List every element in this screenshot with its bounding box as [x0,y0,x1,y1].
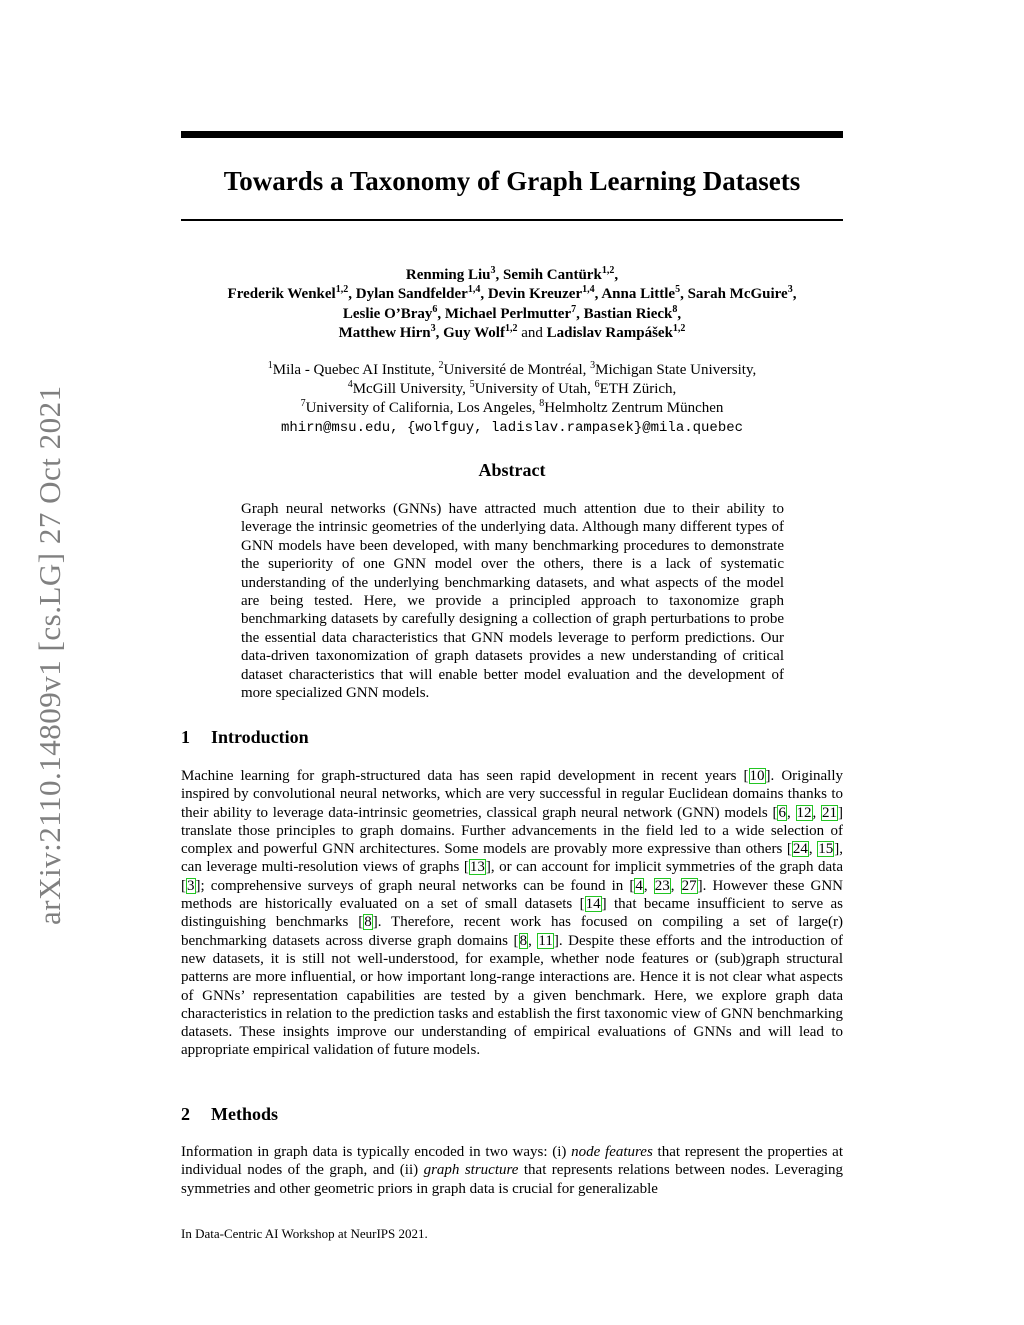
abstract-text: Graph neural networks (GNNs) have attracted much attention due to their ability to leverage the intrinsic geometries of the underlying data. Although many different types of GNN models have been developed, with many benchmarking procedures to demonstrate the superiority of one GNN model over the others, there is a lack of systematic understanding of the underlying benchmarking datasets, and what aspects of the model are being tested. Here, we provide a principled approach to taxonomize graph benchmarking datasets by carefully designing a collection of graph perturbations to probe the essential data characteristics that GNN models leverage to perform predictions. Our data-driven taxonomization of graph datasets provides a new understanding of critical dataset characteristics that will enable better model evaluation and the development of more specialized GNN models. [241,501,784,702]
section-title: Methods [211,1104,278,1124]
citation-link[interactable]: 21 [822,804,838,821]
author: Dylan Sandfelder [355,286,468,303]
title-rule-bottom [181,219,843,221]
venue-footnote: In Data-Centric AI Workshop at NeurIPS 2021. [181,1226,428,1241]
author-list: Renming Liu$^3$, Semih Cantürk$^{1,2}$, Frederik Wenkel$^{1,2}$, Dylan Sandfelder$^{1,4}$, Devin Kreuzer$^{1,4}$, Anna Little$^5$, Sarah McGuire$^3$, Leslie O’Bray$^6$, Michael Perlmutter$^7$, Bastian Rieck$^8$, Matthew Hirn$^3$, Guy Wolf$^{1,2}$ and Ladislav Rampášek$^{1,2}$ [227,265,797,341]
citation-link[interactable]: 12 [796,804,812,821]
section-heading-introduction [181,725,843,749]
emphasis-term: graph structure [423,1162,519,1179]
section-number: 1 [181,727,190,747]
paper-title: Towards a Taxonomy of Graph Learning Datasets [223,166,801,196]
citation-link[interactable]: 11 [538,932,553,949]
methods-paragraph: Information in graph data is typically encoded in two ways: (i) node features that represent the properties at individual nodes of the graph, and (ii) graph structure that represents relations between nodes. Leveraging symmetries and other geometric priors in graph data is crucial for generalizable [181,1144,844,1197]
author: Ladislav Rampášek [546,324,673,341]
affiliation: University of Utah, [474,381,591,397]
author: Michael Perlmutter [444,305,572,322]
arxiv-identifier: arXiv:2110.14809v1 [cs.LG] 27 Oct 2021 [32,385,67,925]
section-heading-methods [181,1102,843,1126]
author: Frederik Wenkel [227,286,336,303]
citation-link[interactable]: 23 [654,877,670,894]
section-number: 2 [181,1104,190,1124]
author: Semih Cantürk [503,267,602,283]
citation-link[interactable]: 24 [792,841,808,858]
citation-link[interactable]: 8 [519,932,528,949]
citation-link[interactable]: 4 [635,877,643,894]
author: Matthew Hirn [338,324,431,341]
citation-link[interactable]: 8 [364,914,372,931]
citation-link[interactable]: 13 [469,859,485,876]
affiliation: Helmholtz Zentrum München [544,400,724,416]
author-conjunction: and [521,324,543,341]
affiliation: McGill University, [352,381,466,397]
author: Bastian Rieck [583,305,673,322]
affiliations: $^1$Mila - Quebec AI Institute, $^2$Université de Montréal, $^3$Michigan State University, $^4$McGill University, $^5$University of Utah, $^6$ETH Zürich, $^7$University of California, Los Angeles, $^8$Helmholtz Zentrum München mhirn@msu.edu, {wolfguy, ladislav.rampasek}@mila.quebec [267,360,757,436]
title-rule-top [181,131,843,138]
citation-link[interactable]: 27 [681,877,697,894]
section-title: Introduction [211,727,309,747]
citation-link[interactable]: 10 [749,768,765,784]
author: Devin Kreuzer [487,286,583,303]
citation-link[interactable]: 14 [585,896,601,913]
affiliation: ETH Zürich, [599,381,677,397]
author: Leslie O’Bray [342,305,433,322]
introduction-paragraph: Machine learning for graph-structured data has seen rapid development in recent years [10]. Originally inspired by convolutional neural networks, which are very successful in regular Euclidean domains thanks to their ability to leverage data-intrinsic geometries, classical graph neural network (GNN) models [6, 12, 21] translate those principles to graph domains. Further advancements in the field led to a wide selection of complex and powerful GNN architectures. Some models are provably more expressive than others [24, 15], can leverage multi-resolution views of graphs [13], or can account for implicit symmetries of the graph data [3]; comprehensive surveys of graph neural networks can be found in [4, 23, 27]. However these GNN methods are historically evaluated on a set of small datasets [14] that became insufficient to serve as distinguishing benchmarks [8]. Therefore, recent work has focused on compiling a set of large(r) benchmarking datasets across diverse graph domains [8, 11]. Despite these efforts and the introduction of new datasets, it is still not well-understood, for example, whether node features or (sub)graph structural patterns are more influential, or how important long-range interactions are. Hence it is not clear what aspects of GNNs’ representation capabilities are tested by a given benchmark. Here, we explore graph data characteristics in relation to the prediction tasks and establish the first taxonomic view of GNN benchmarking datasets. These insights improve our understanding of empirical evaluations of GNNs and will lead to appropriate empirical validation of future models. [181,768,844,1059]
author: Renming Liu [405,267,491,283]
author: Sarah McGuire [687,286,788,303]
affiliation: Mila - Quebec AI Institute, [272,362,435,378]
citation-link[interactable]: 3 [187,877,195,894]
author: Anna Little [601,286,676,303]
abstract-heading: Abstract [478,460,546,480]
affiliation: Université de Montréal, [443,362,587,378]
affiliation: Michigan State University, [595,362,757,378]
affiliation: University of California, Los Angeles, [305,400,536,416]
citation-link[interactable]: 15 [818,841,834,858]
author: Guy Wolf [443,324,505,341]
contact-email: mhirn@msu.edu, {wolfguy, ladislav.rampasek}@mila.quebec [280,420,744,436]
citation-link[interactable]: 6 [778,804,786,821]
emphasis-term: node features [571,1144,653,1160]
